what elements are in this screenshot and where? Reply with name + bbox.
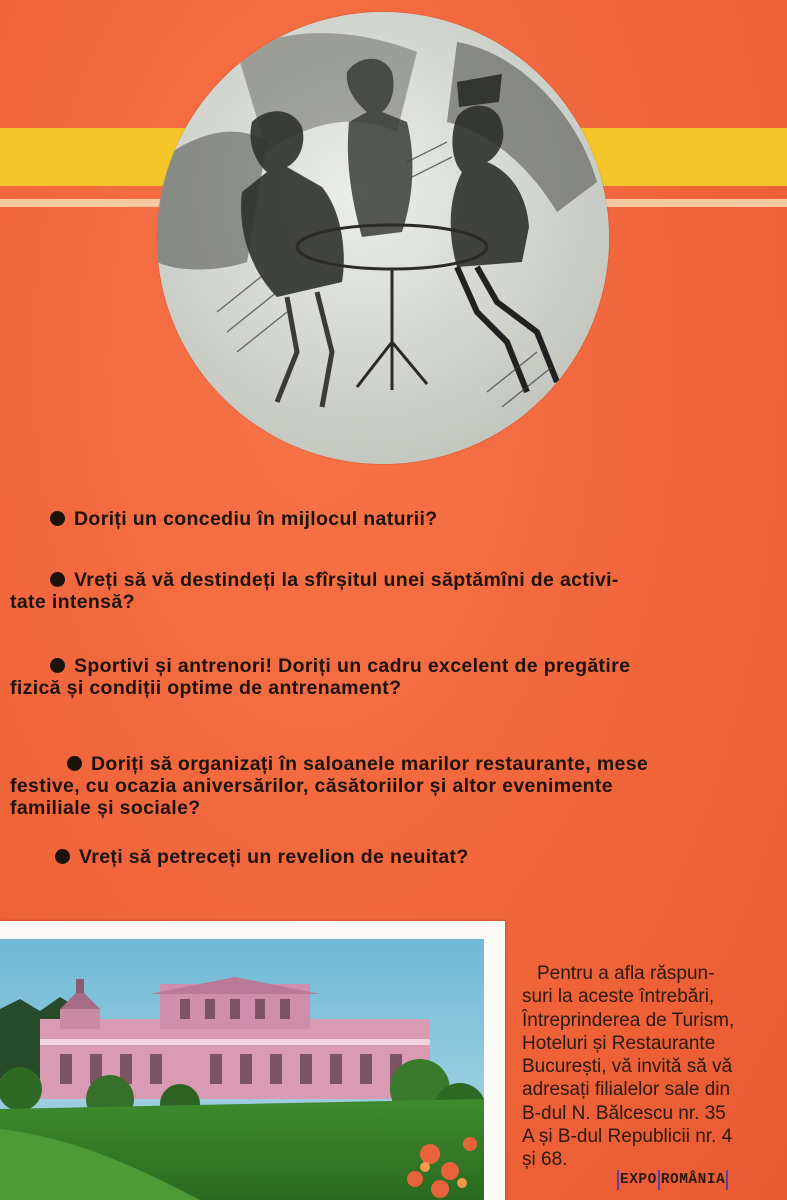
question-text: festive, cu ocazia aniversărilor, căsătoriilor și altor evenimente	[10, 775, 613, 797]
bullet-icon	[50, 572, 65, 587]
question-text: fizică și condiții optime de antrenament?	[10, 677, 402, 699]
info-line: și 68.	[522, 1149, 568, 1171]
cafe-sketch-illustration	[157, 12, 609, 464]
info-line: suri la aceste întrebări,	[522, 986, 715, 1008]
logo-text-expo: EXPO	[620, 1172, 657, 1188]
question-text: Vreți să vă destindeți la sfîrșitul unei săptămîni de activi-	[74, 569, 619, 591]
info-line: Întreprinderea de Turism,	[522, 1009, 735, 1031]
bullet-icon	[50, 511, 65, 526]
cafe-sketch-drawing	[157, 12, 609, 464]
bullet-icon	[67, 756, 82, 771]
info-line: B-dul N. Bălcescu nr. 35	[522, 1102, 726, 1124]
info-line: Hoteluri și Restaurante	[522, 1032, 716, 1054]
info-line: Pentru a afla răspun-	[537, 963, 715, 984]
question-item	[10, 655, 762, 699]
info-line: A și B-dul Republicii nr. 4	[522, 1126, 733, 1148]
logo-bar	[617, 1170, 619, 1190]
palace-photo-image	[0, 939, 484, 1200]
logo-bar	[726, 1170, 728, 1190]
question-text: Vreți să petreceți un revelion de neuitat?	[79, 846, 469, 868]
question-item	[10, 753, 762, 819]
expo-romania-logo	[616, 1169, 729, 1191]
question-text: Doriți să organizați în saloanele marilor restaurante, mese	[91, 753, 649, 775]
question-text: familiale și sociale?	[10, 797, 201, 819]
question-text: Doriți un concediu în mijlocul naturii?	[74, 508, 438, 530]
bullet-icon	[55, 849, 70, 864]
bullet-icon	[50, 658, 65, 673]
palace-photo-frame	[0, 921, 505, 1200]
question-item	[10, 508, 762, 530]
info-line: adresați filialelor sale din	[522, 1079, 731, 1101]
question-item	[10, 846, 762, 868]
question-text: Sportivi și antrenori! Doriți un cadru excelent de pregătire	[74, 655, 631, 677]
logo-bar	[658, 1170, 660, 1190]
palace-photo	[0, 939, 484, 1200]
info-line: București, vă invită să vă	[522, 1056, 733, 1078]
question-item	[10, 569, 762, 613]
question-text: tate intensă?	[10, 591, 135, 613]
logo-text-romania: ROMÂNIA	[660, 1172, 726, 1188]
info-paragraph	[522, 962, 777, 1172]
